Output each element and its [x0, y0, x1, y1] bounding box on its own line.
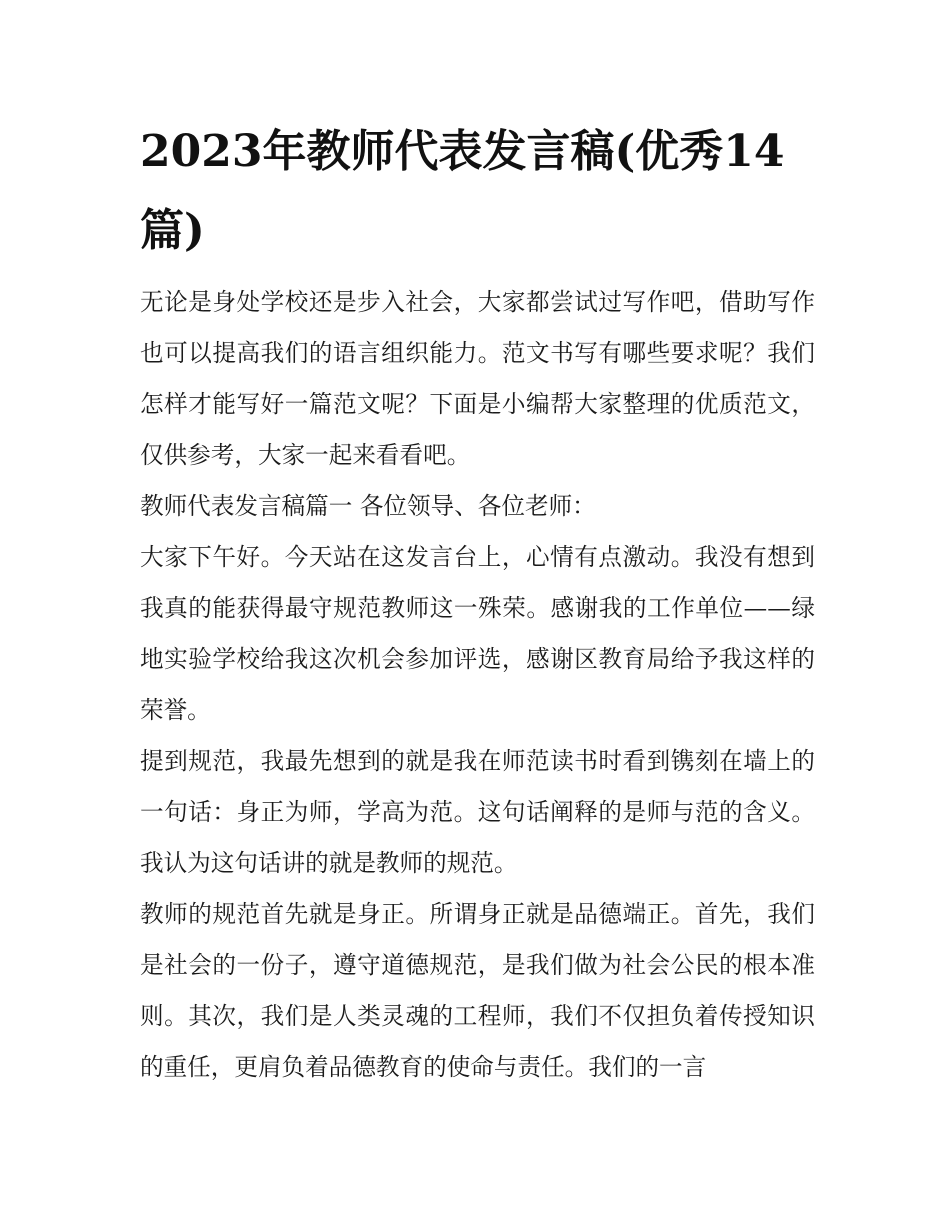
paragraph-intro: 无论是身处学校还是步入社会，大家都尝试过写作吧，借助写作也可以提高我们的语言组织能力。范文书写有哪些要求呢？我们怎样才能写好一篇范文呢？下面是小编帮大家整理的优质范文，仅供参考，大家一起来看看吧。: [140, 288, 815, 469]
paragraph-greeting: 大家下午好。今天站在这发言台上，心情有点激动。我没有想到我真的能获得最守规范教师这一殊荣。感谢我的工作单位——绿地实验学校给我这次机会参加评选，感谢区教育局给予我这样的荣誉。: [140, 543, 815, 724]
paragraph-integrity: 教师的规范首先就是身正。所谓身正就是品德端正。首先，我们是社会的一份子，遵守道德规范，是我们做为社会公民的根本准则。其次，我们是人类灵魂的工程师，我们不仅担负着传授知识的重任，更肩负着品德教育的使命与责任。我们的一言: [140, 900, 815, 1081]
paragraph-norms: 提到规范，我最先想到的就是我在师范读书时看到镌刻在墙上的一句话：身正为师，学高为范。这句话阐释的是师与范的含义。我认为这句话讲的就是教师的规范。: [140, 747, 815, 877]
document-body: [140, 112, 815, 1093]
document-title: 2023年教师代表发言稿(优秀14篇): [140, 126, 785, 256]
paragraph-section-heading: 教师代表发言稿篇一 各位领导、各位老师：: [140, 492, 596, 520]
